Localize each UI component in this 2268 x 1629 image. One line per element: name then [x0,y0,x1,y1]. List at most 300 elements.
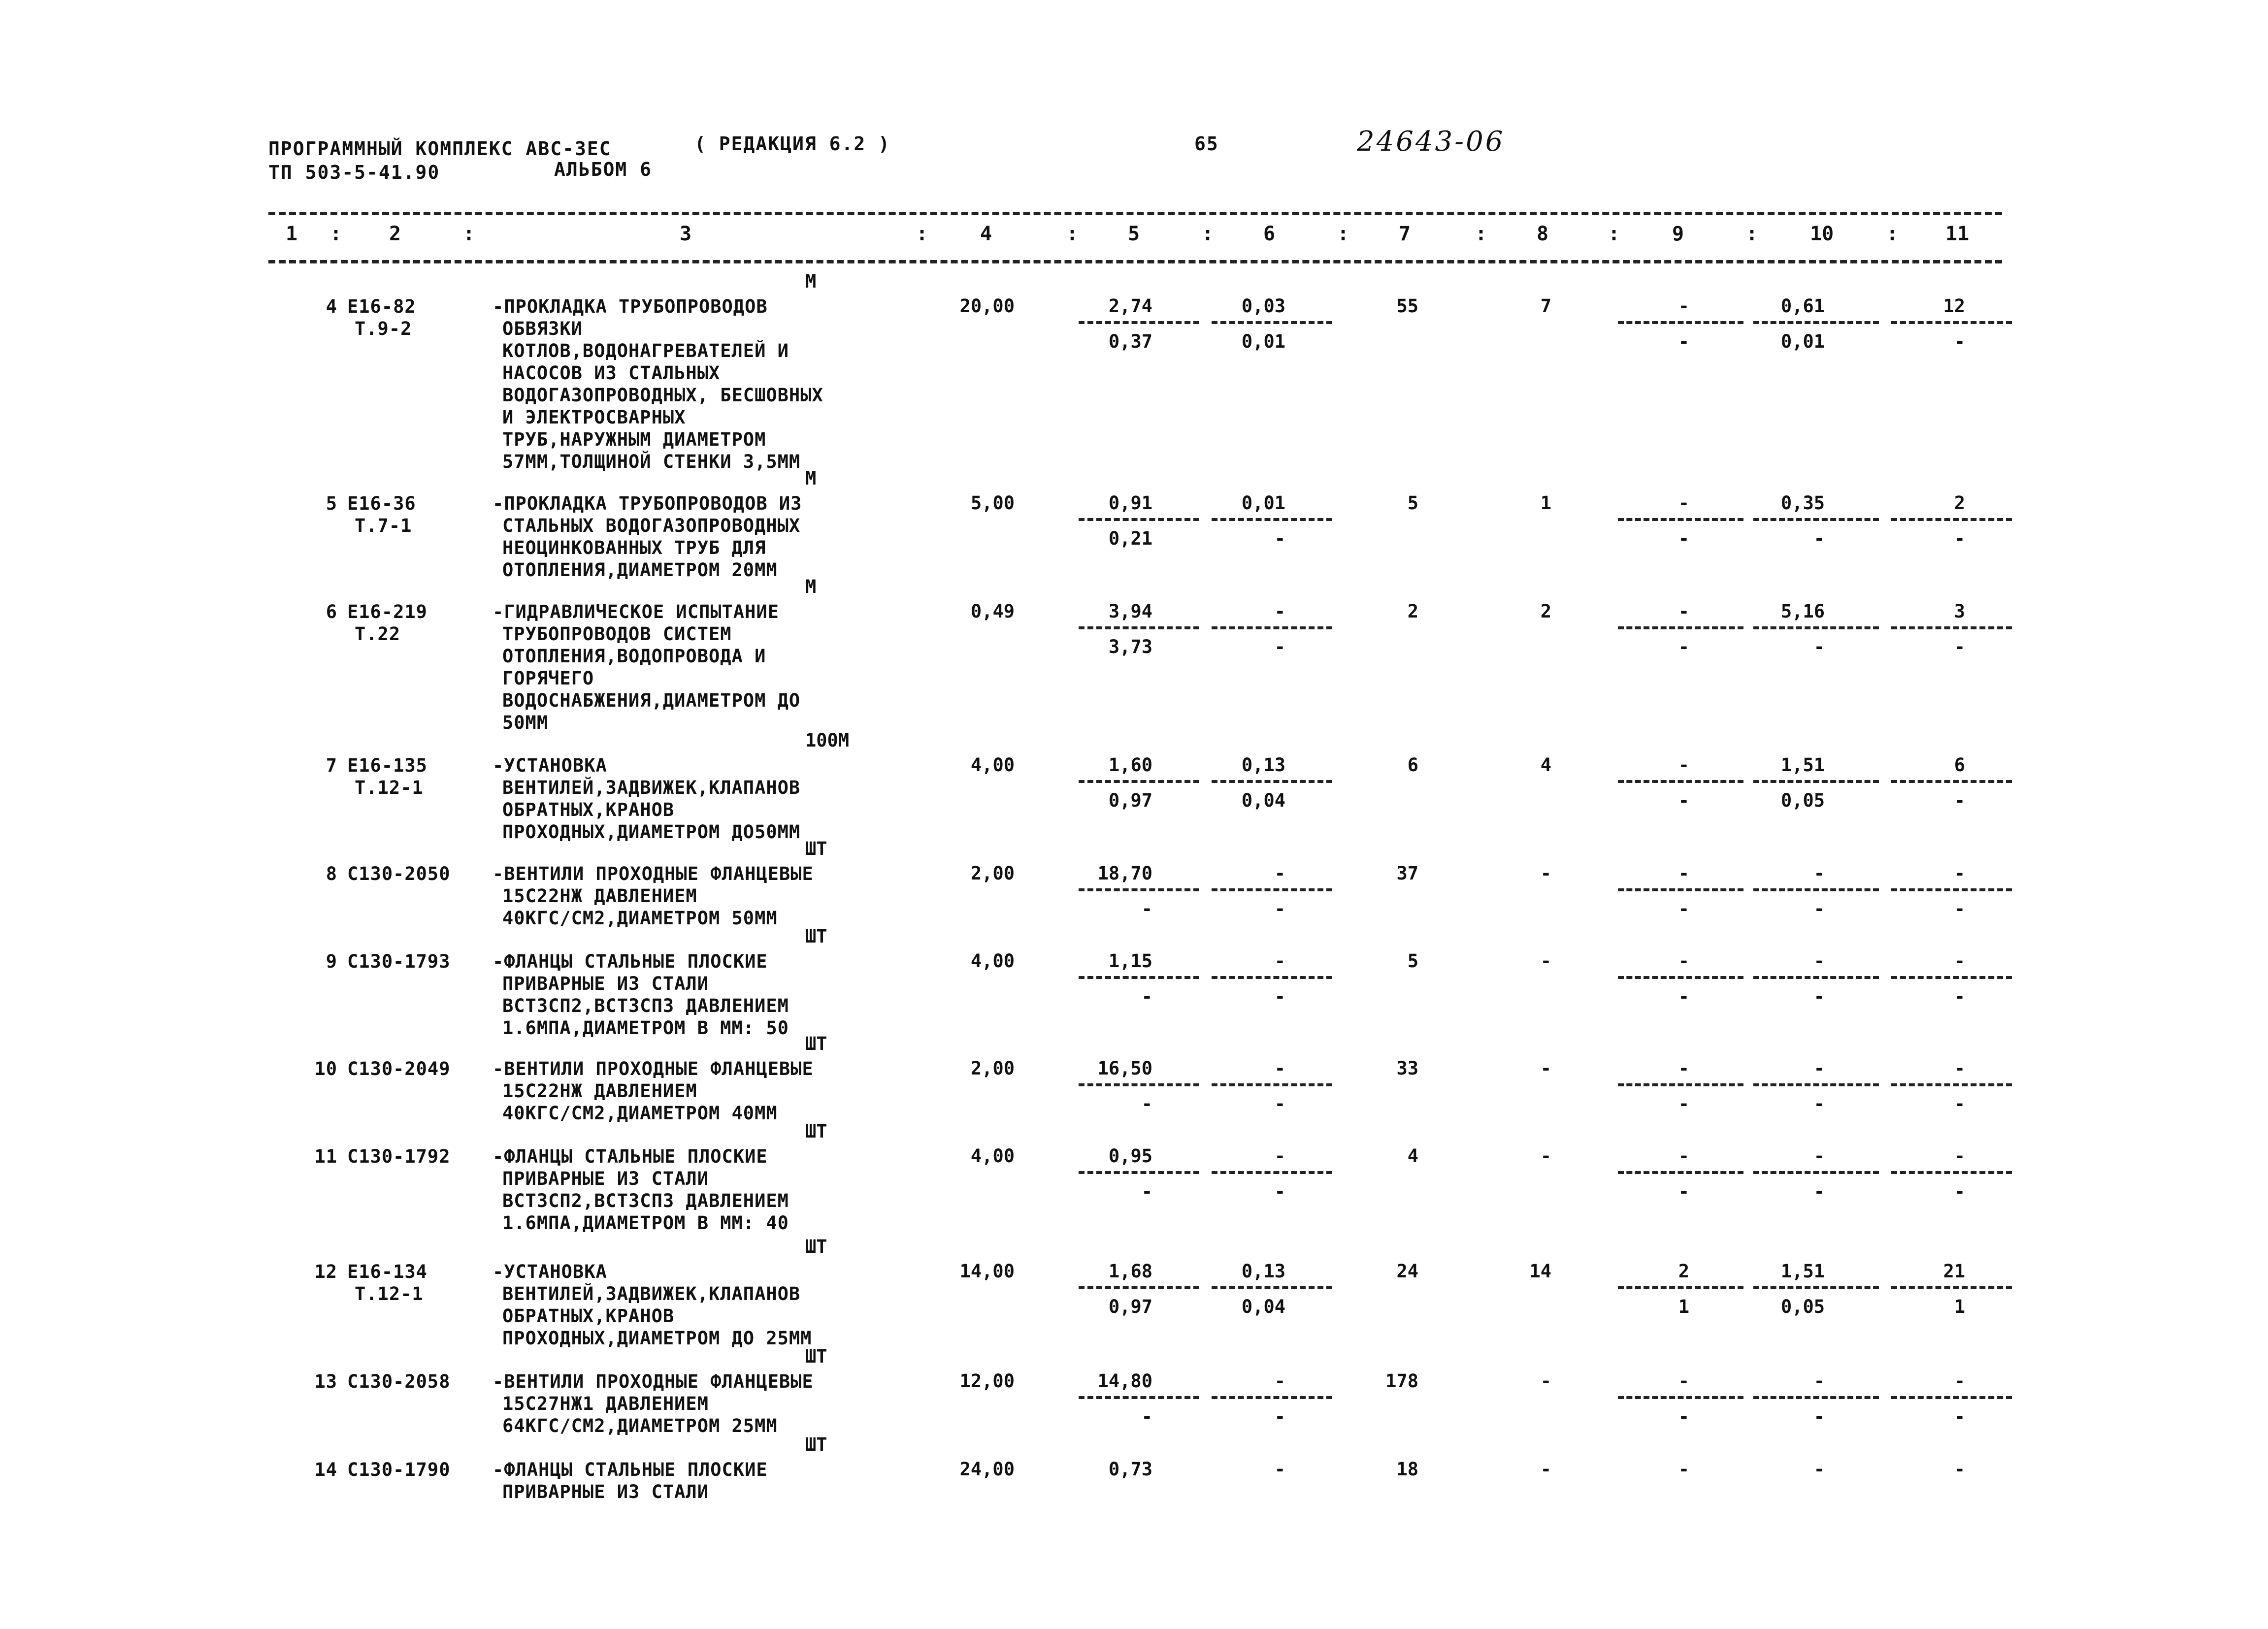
subtotal-divider [1891,888,2012,891]
subtotal-divider [1079,321,1199,324]
row-number: 4 [326,296,337,317]
subtotal-divider [1753,321,1879,324]
cell-c4: 4,00 [970,754,1015,776]
row-number: 11 [314,1146,337,1167]
unit-of-measure: ШТ [805,1434,827,1455]
work-description-line: 57ММ,ТОЛЩИНОЙ СТЕНКИ 3,5ММ [502,451,801,472]
cell-c6b: - [1274,1406,1285,1427]
cell-c6b: - [1274,986,1285,1007]
subtotal-divider [1079,780,1199,783]
work-description-line: -ГИДРАВЛИЧЕСКОЕ ИСПЫТАНИЕ [493,601,779,622]
cell-c5b: - [1141,898,1152,919]
work-description-line: ВСТ3СП2,ВСТ3СП3 ДАВЛЕНИЕМ [502,1190,789,1211]
cell-c7: 55 [1396,295,1418,317]
resource-code: С130-1793 [347,951,451,972]
column-header-9: 9 [1672,223,1684,245]
cell-c5: 14,80 [1097,1370,1152,1392]
subtotal-divider [1753,976,1879,979]
program-title: ПРОГРАММНЫЙ КОМПЛЕКС АВС-3ЕС [268,138,612,160]
cell-c9: - [1678,950,1689,972]
work-description-line: -ФЛАНЦЫ СТАЛЬНЫЕ ПЛОСКИЕ [493,951,768,972]
work-description-line: ОБРАТНЫХ,КРАНОВ [502,799,675,820]
cell-c10b: - [1813,1181,1825,1202]
cell-c10: - [1813,1370,1825,1392]
work-description-line: -ПРОКЛАДКА ТРУБОПРОВОДОВ ИЗ [493,493,802,514]
subtotal-divider [1079,518,1199,521]
subtotal-divider [1891,780,2012,783]
cell-c9b: - [1678,898,1689,919]
cell-c9: - [1678,863,1689,884]
subtotal-divider [1891,1171,2012,1174]
column-header-6: 6 [1263,223,1276,245]
table-ref: Т.12-1 [355,1283,424,1304]
column-separator: : [1746,223,1758,245]
subtotal-divider [1753,888,1879,891]
cell-c8: - [1540,1370,1551,1392]
work-description-line: 40КГС/СМ2,ДИАМЕТРОМ 40ММ [502,1103,778,1124]
cell-c11b: 1 [1954,1296,1965,1317]
subtotal-divider [1212,626,1332,629]
cell-c9: 2 [1678,1261,1689,1282]
cell-c11: 6 [1954,754,1965,776]
work-description-line: ВЕНТИЛЕЙ,ЗАДВИЖЕК,КЛАПАНОВ [502,1283,801,1304]
cell-c11b: - [1954,528,1965,549]
work-description-line: -ВЕНТИЛИ ПРОХОДНЫЕ ФЛАНЦЕВЫЕ [493,1371,814,1392]
cell-c4: 4,00 [970,950,1015,972]
subtotal-divider [1753,1396,1879,1399]
subtotal-divider [1618,626,1743,629]
cell-c5: 0,91 [1108,492,1152,514]
cell-c6b: 0,04 [1241,790,1285,811]
album-label: АЛЬБОМ 6 [554,159,653,180]
cell-c5: 1,15 [1108,950,1152,972]
column-header-7: 7 [1399,223,1411,245]
cell-c5b: - [1141,1406,1152,1427]
cell-c4: 0,49 [970,601,1015,622]
work-description-line: 50ММ [502,712,549,733]
resource-code: С130-2049 [347,1058,451,1079]
cell-c5: 16,50 [1097,1058,1152,1079]
cell-c11: 12 [1943,295,1965,317]
cell-c6: 0,13 [1241,1261,1285,1282]
table-ref: Т.9-2 [355,318,412,339]
cell-c9: - [1678,1370,1689,1392]
cell-c6: - [1274,601,1285,622]
cell-c4: 24,00 [959,1459,1015,1480]
cell-c7: 18 [1396,1459,1418,1480]
cell-c9: - [1678,1058,1689,1079]
row-number: 10 [314,1058,337,1079]
work-description-line: -ВЕНТИЛИ ПРОХОДНЫЕ ФЛАНЦЕВЫЕ [493,1058,814,1079]
cell-c6b: 0,04 [1241,1296,1285,1317]
unit-of-measure: М [805,271,817,292]
cell-c10: 5,16 [1780,601,1825,622]
cell-c8: - [1540,950,1551,972]
subtotal-divider [1212,1083,1332,1086]
column-separator: : [1066,223,1079,245]
resource-code: Е16-134 [347,1261,427,1282]
cell-c10b: - [1813,528,1825,549]
cell-c5b: - [1141,1181,1152,1202]
cell-c7: 4 [1407,1145,1418,1167]
cell-c7: 33 [1396,1058,1418,1079]
subtotal-divider [1079,976,1199,979]
subtotal-divider [1891,1396,2012,1399]
cell-c6b: - [1274,528,1285,549]
cell-c9b: - [1678,1406,1689,1427]
table-ref: Т.22 [355,623,401,645]
work-description-line: ПРИВАРНЫЕ ИЗ СТАЛИ [502,1481,709,1502]
cell-c10b: 0,05 [1780,1296,1825,1317]
row-number: 13 [314,1371,337,1392]
cell-c5: 0,95 [1108,1145,1152,1167]
cell-c11: - [1954,950,1965,972]
cell-c9: - [1678,1145,1689,1167]
work-description-line: -ПРОКЛАДКА ТРУБОПРОВОДОВ [493,296,768,317]
row-number: 7 [326,755,337,776]
unit-of-measure: М [805,468,817,489]
cell-c10b: - [1813,636,1825,657]
table-ref: Т.12-1 [355,777,424,798]
subtotal-divider [1212,1396,1332,1399]
column-header-2: 2 [389,223,401,245]
cell-c9: - [1678,1459,1689,1480]
work-description-line: ОБРАТНЫХ,КРАНОВ [502,1305,675,1327]
work-description-line: СТАЛЬНЫХ ВОДОГАЗОПРОВОДНЫХ [502,515,801,536]
column-header-10: 10 [1810,223,1834,245]
column-header-8: 8 [1537,223,1549,245]
work-description-line: ПРИВАРНЫЕ ИЗ СТАЛИ [502,1168,709,1189]
cell-c5: 0,73 [1108,1459,1152,1480]
cell-c9: - [1678,601,1689,622]
cell-c9b: - [1678,636,1689,657]
cell-c7: 37 [1396,863,1418,884]
cell-c6b: - [1274,898,1285,919]
subtotal-divider [1618,1171,1743,1174]
work-description-line: ОТОПЛЕНИЯ,ВОДОПРОВОДА И [502,646,766,667]
cell-c5b: 0,37 [1108,331,1152,352]
cell-c8: 7 [1540,295,1551,317]
work-description-line: ОБВЯЗКИ [502,318,583,339]
row-number: 9 [326,951,337,972]
cell-c11: - [1954,863,1965,884]
cell-c10b: - [1813,1406,1825,1427]
column-separator: : [463,223,475,245]
cell-c6b: - [1274,636,1285,657]
column-header-1: 1 [286,223,298,245]
column-separator: : [1475,223,1487,245]
cell-c6b: - [1274,1093,1285,1114]
work-description-line: ТРУБ,НАРУЖНЫМ ДИАМЕТРОМ [502,429,766,450]
cell-c10: 0,61 [1780,295,1825,317]
subtotal-divider [1618,780,1743,783]
cell-c6: - [1274,1370,1285,1392]
cell-c10: 1,51 [1780,754,1825,776]
subtotal-divider [1753,1286,1879,1289]
column-separator: : [916,223,928,245]
cell-c7: 5 [1407,950,1418,972]
unit-of-measure: М [805,576,817,597]
cell-c4: 14,00 [959,1261,1015,1282]
column-separator: : [1337,223,1349,245]
subtotal-divider [1212,518,1332,521]
cell-c8: 2 [1540,601,1551,622]
subtotal-divider [1212,321,1332,324]
subtotal-divider [1753,780,1879,783]
cell-c9b: - [1678,1181,1689,1202]
header-divider-top [268,212,2002,215]
cell-c7: 6 [1407,754,1418,776]
cell-c10: - [1813,1058,1825,1079]
subtotal-divider [1618,1396,1743,1399]
cell-c10b: - [1813,898,1825,919]
resource-code: С130-1792 [347,1146,451,1167]
resource-code: Е16-82 [347,296,416,317]
subtotal-divider [1079,1171,1199,1174]
column-header-4: 4 [980,223,992,245]
cell-c5: 2,74 [1108,295,1152,317]
cell-c6: 0,03 [1241,295,1285,317]
cell-c11: 2 [1954,492,1965,514]
cell-c4: 20,00 [959,295,1015,317]
cell-c9: - [1678,492,1689,514]
subtotal-divider [1079,1286,1199,1289]
cell-c10b: - [1813,986,1825,1007]
cell-c4: 2,00 [970,863,1015,884]
cell-c10: 0,35 [1780,492,1825,514]
unit-of-measure: ШТ [805,1236,827,1257]
subtotal-divider [1079,888,1199,891]
work-description-line: -ВЕНТИЛИ ПРОХОДНЫЕ ФЛАНЦЕВЫЕ [493,863,814,884]
cell-c10b: 0,01 [1780,331,1825,352]
subtotal-divider [1753,626,1879,629]
cell-c11: 21 [1943,1261,1965,1282]
cell-c11: - [1954,1145,1965,1167]
cell-c5b: 0,97 [1108,1296,1152,1317]
edition-label: ( РЕДАКЦИЯ 6.2 ) [694,133,891,155]
cell-c4: 12,00 [959,1370,1015,1392]
work-description-line: ГОРЯЧЕГО [502,668,594,689]
column-header-5: 5 [1128,223,1140,245]
cell-c11b: - [1954,898,1965,919]
cell-c10: - [1813,863,1825,884]
row-number: 12 [314,1261,337,1282]
work-description-line: 1.6МПА,ДИАМЕТРОМ В ММ: 40 [502,1212,789,1234]
work-description-line: 15С22НЖ ДАВЛЕНИЕМ [502,1080,697,1102]
row-number: 5 [326,493,337,514]
cell-c10: - [1813,1145,1825,1167]
cell-c5: 18,70 [1097,863,1152,884]
unit-of-measure: 100М [805,730,850,751]
cell-c11: 3 [1954,601,1965,622]
subtotal-divider [1212,1171,1332,1174]
subtotal-divider [1891,1286,2012,1289]
header-divider-bottom [268,260,2002,263]
unit-of-measure: ШТ [805,1033,827,1054]
cell-c9: - [1678,295,1689,317]
subtotal-divider [1618,1083,1743,1086]
cell-c6b: 0,01 [1241,331,1285,352]
cell-c8: - [1540,1058,1551,1079]
cell-c9: - [1678,754,1689,776]
cell-c11b: - [1954,790,1965,811]
cell-c4: 4,00 [970,1145,1015,1167]
cell-c5b: 0,21 [1108,528,1152,549]
unit-of-measure: ШТ [805,1121,827,1142]
work-description-line: КОТЛОВ,ВОДОНАГРЕВАТЕЛЕЙ И [502,340,789,361]
cell-c11b: - [1954,331,1965,352]
cell-c9b: - [1678,331,1689,352]
cell-c7: 178 [1385,1370,1418,1392]
unit-of-measure: ШТ [805,1346,827,1367]
work-description-line: -УСТАНОВКА [493,755,607,776]
row-number: 6 [326,601,337,622]
work-description-line: 1.6МПА,ДИАМЕТРОМ В ММ: 50 [502,1017,789,1039]
cell-c11: - [1954,1058,1965,1079]
work-description-line: ВОДОСНАБЖЕНИЯ,ДИАМЕТРОМ ДО [502,690,801,711]
cell-c5b: 3,73 [1108,636,1152,657]
work-description-line: ПРОХОДНЫХ,ДИАМЕТРОМ ДО50ММ [502,821,801,843]
project-code: ТП 503-5-41.90 [268,162,440,183]
work-description-line: ТРУБОПРОВОДОВ СИСТЕМ [502,623,732,645]
cell-c6: 0,01 [1241,492,1285,514]
cell-c5: 1,68 [1108,1261,1152,1282]
cell-c11: - [1954,1459,1965,1480]
resource-code: Е16-219 [347,601,427,622]
column-separator: : [1886,223,1899,245]
cell-c5: 1,60 [1108,754,1152,776]
work-description-line: ВЕНТИЛЕЙ,ЗАДВИЖЕК,КЛАПАНОВ [502,777,801,798]
work-description-line: ВОДОГАЗОПРОВОДНЫХ, БЕСШОВНЫХ [502,385,823,406]
subtotal-divider [1891,1083,2012,1086]
table-ref: Т.7-1 [355,515,412,536]
cell-c10: - [1813,1459,1825,1480]
resource-code: С130-1790 [347,1459,451,1480]
work-description-line: НАСОСОВ ИЗ СТАЛЬНЫХ [502,362,721,384]
subtotal-divider [1618,888,1743,891]
work-description-line: НЕОЦИНКОВАННЫХ ТРУБ ДЛЯ [502,537,766,558]
resource-code: Е16-135 [347,755,427,776]
page-number: 65 [1194,133,1219,155]
column-header-3: 3 [680,223,692,245]
cell-c10: 1,51 [1780,1261,1825,1282]
cell-c6: - [1274,1459,1285,1480]
cell-c5b: - [1141,1093,1152,1114]
subtotal-divider [1618,1286,1743,1289]
cell-c7: 24 [1396,1261,1418,1282]
work-description-line: И ЭЛЕКТРОСВАРНЫХ [502,407,686,428]
subtotal-divider [1891,976,2012,979]
cell-c8: 14 [1529,1261,1551,1282]
cell-c10: - [1813,950,1825,972]
cell-c9b: - [1678,1093,1689,1114]
work-description-line: -УСТАНОВКА [493,1261,607,1282]
unit-of-measure: ШТ [805,926,827,947]
column-separator: : [330,223,342,245]
work-description-line: 64КГС/СМ2,ДИАМЕТРОМ 25ММ [502,1415,778,1436]
subtotal-divider [1212,1286,1332,1289]
resource-code: Е16-36 [347,493,416,514]
cell-c5b: 0,97 [1108,790,1152,811]
cell-c10b: 0,05 [1780,790,1825,811]
subtotal-divider [1753,518,1879,521]
cell-c8: 4 [1540,754,1551,776]
subtotal-divider [1891,518,2012,521]
cell-c7: 2 [1407,601,1418,622]
row-number: 8 [326,863,337,884]
cell-c11b: - [1954,1406,1965,1427]
cell-c4: 2,00 [970,1058,1015,1079]
cell-c7: 5 [1407,492,1418,514]
cell-c11b: - [1954,1093,1965,1114]
column-header-11: 11 [1945,223,1970,245]
column-separator: : [1202,223,1214,245]
subtotal-divider [1891,626,2012,629]
work-description-line: -ФЛАНЦЫ СТАЛЬНЫЕ ПЛОСКИЕ [493,1459,768,1480]
resource-code: С130-2058 [347,1371,451,1392]
cell-c8: - [1540,863,1551,884]
cell-c11b: - [1954,986,1965,1007]
cell-c5: 3,94 [1108,601,1152,622]
cell-c11b: - [1954,1181,1965,1202]
cell-c6b: - [1274,1181,1285,1202]
work-description-line: 15С27НЖ1 ДАВЛЕНИЕМ [502,1393,709,1414]
cell-c4: 5,00 [970,492,1015,514]
resource-code: С130-2050 [347,863,451,884]
cell-c8: - [1540,1459,1551,1480]
cell-c6: - [1274,1145,1285,1167]
subtotal-divider [1753,1171,1879,1174]
row-number: 14 [314,1459,337,1480]
cell-c9b: - [1678,986,1689,1007]
cell-c8: - [1540,1145,1551,1167]
subtotal-divider [1891,321,2012,324]
work-description-line: ПРИВАРНЫЕ ИЗ СТАЛИ [502,973,709,994]
subtotal-divider [1618,321,1743,324]
subtotal-divider [1212,888,1332,891]
work-description-line: 40КГС/СМ2,ДИАМЕТРОМ 50ММ [502,908,778,929]
work-description-line: 15С22НЖ ДАВЛЕНИЕМ [502,885,697,907]
column-separator: : [1608,223,1620,245]
cell-c5b: - [1141,986,1152,1007]
work-description-line: ВСТ3СП2,ВСТ3СП3 ДАВЛЕНИЕМ [502,995,789,1016]
cell-c10b: - [1813,1093,1825,1114]
cell-c9b: - [1678,790,1689,811]
cell-c6: 0,13 [1241,754,1285,776]
cell-c11b: - [1954,636,1965,657]
handwritten-number: 24643-06 [1357,126,1505,158]
subtotal-divider [1618,518,1743,521]
cell-c9b: 1 [1678,1296,1689,1317]
subtotal-divider [1212,976,1332,979]
subtotal-divider [1212,780,1332,783]
subtotal-divider [1079,1083,1199,1086]
cell-c6: - [1274,950,1285,972]
subtotal-divider [1079,626,1199,629]
unit-of-measure: ШТ [805,838,827,859]
subtotal-divider [1079,1396,1199,1399]
cell-c11: - [1954,1370,1965,1392]
subtotal-divider [1753,1083,1879,1086]
cell-c9b: - [1678,528,1689,549]
cell-c6: - [1274,1058,1285,1079]
subtotal-divider [1618,976,1743,979]
cell-c8: 1 [1540,492,1551,514]
work-description-line: -ФЛАНЦЫ СТАЛЬНЫЕ ПЛОСКИЕ [493,1146,768,1167]
work-description-line: ПРОХОДНЫХ,ДИАМЕТРОМ ДО 25ММ [502,1328,812,1349]
work-description-line: ОТОПЛЕНИЯ,ДИАМЕТРОМ 20ММ [502,559,778,581]
cell-c6: - [1274,863,1285,884]
